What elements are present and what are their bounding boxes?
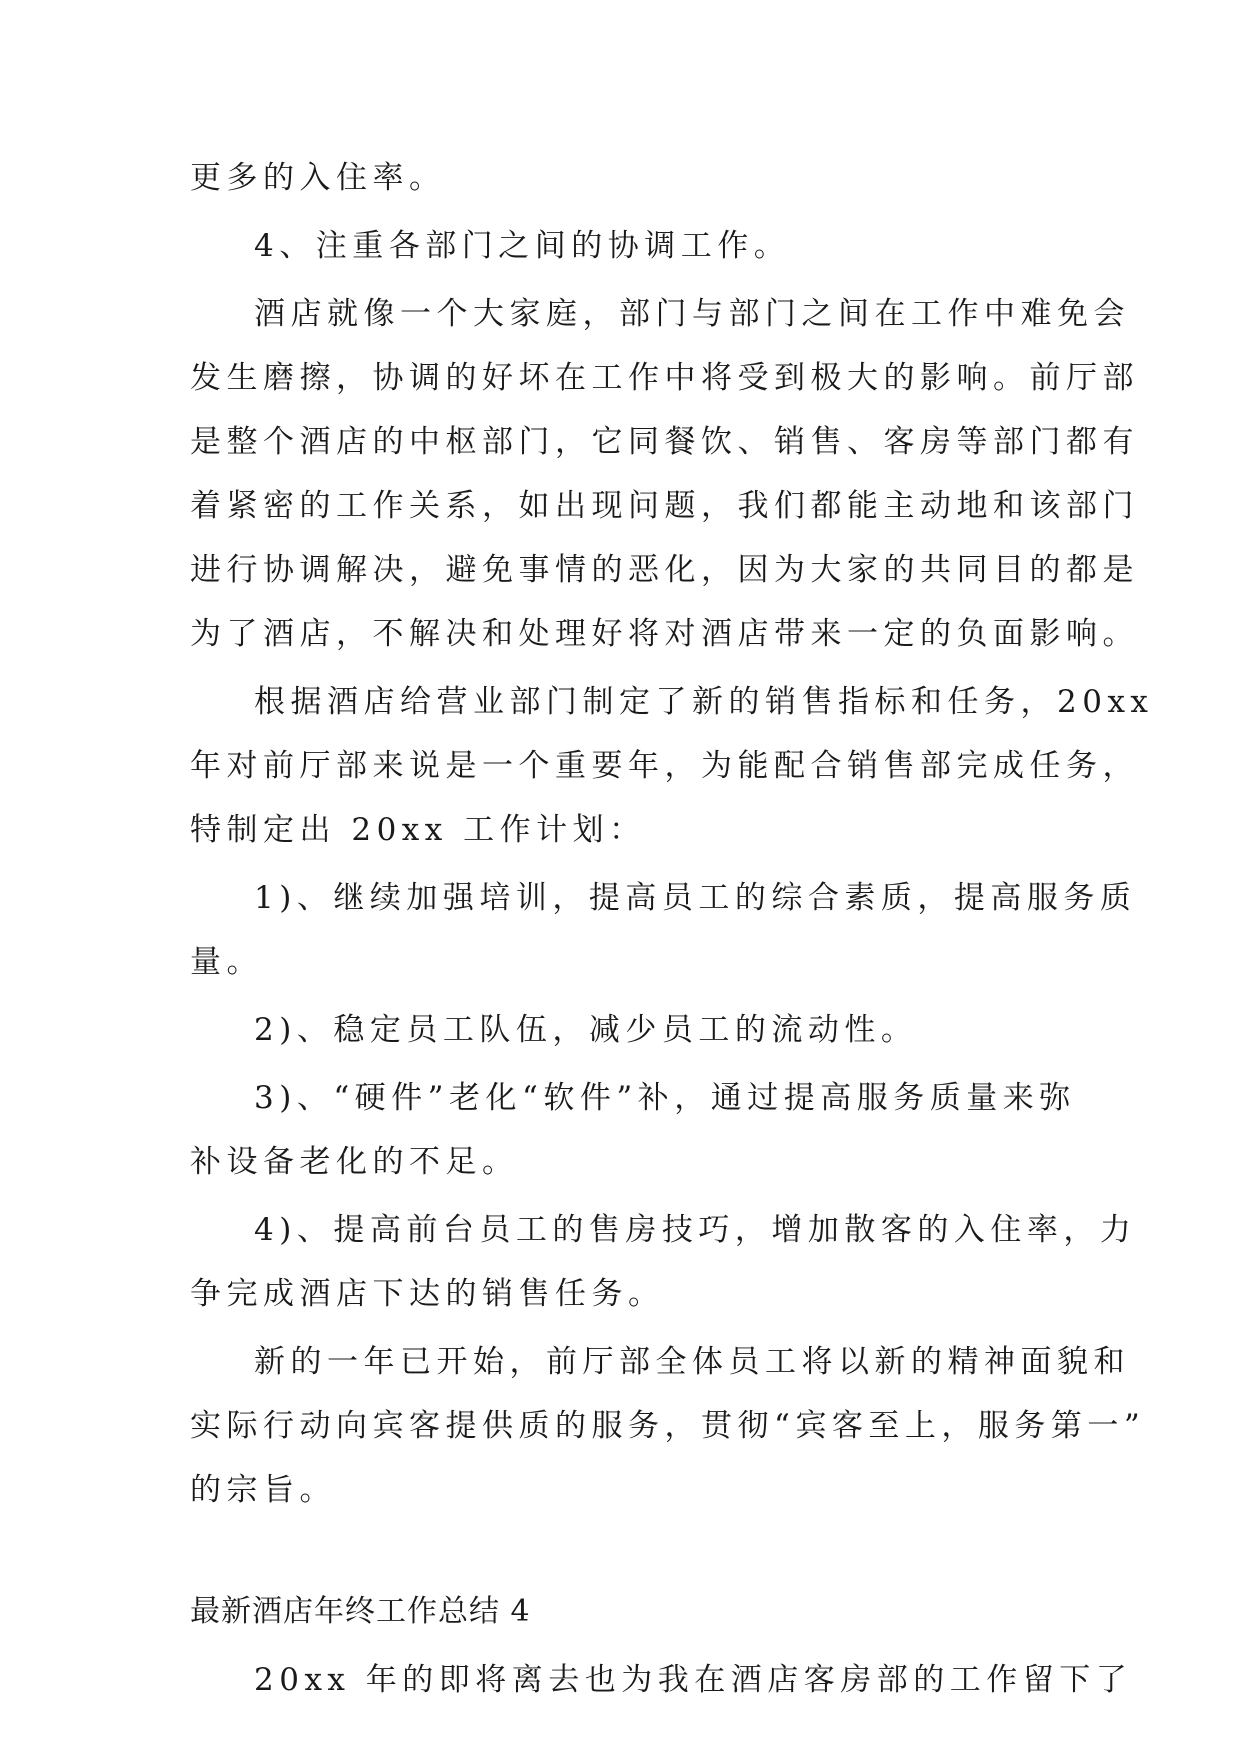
- paragraph-line: 着紧密的工作关系，如出现问题，我们都能主动地和该部门: [190, 488, 1139, 524]
- paragraph-line: 实际行动向宾客提供质的服务，贯彻“宾客至上，服务第一”: [190, 1408, 1146, 1444]
- list-item-line: 4)、提高前台员工的售房技巧，增加散客的入住率，力: [254, 1212, 1137, 1248]
- list-item-line: 3)、“硬件”老化“软件”补，通过提高服务质量来弥: [254, 1080, 1076, 1116]
- list-item-line: 争完成酒店下达的销售任务。: [190, 1276, 665, 1312]
- paragraph-line: 年对前厅部来说是一个重要年，为能配合销售部完成任务，: [190, 748, 1139, 784]
- paragraph-line: 酒店就像一个大家庭，部门与部门之间在工作中难免会: [254, 296, 1130, 332]
- paragraph-line: 根据酒店给营业部门制定了新的销售指标和任务，20xx: [254, 684, 1154, 720]
- paragraph-line: 4、注重各部门之间的协调工作。: [254, 228, 791, 264]
- paragraph-line: 为了酒店，不解决和处理好将对酒店带来一定的负面影响。: [190, 616, 1139, 652]
- paragraph-line: 特制定出 20xx 工作计划：: [190, 812, 646, 848]
- list-item-line: 2)、稳定员工队伍，减少员工的流动性。: [254, 1012, 918, 1048]
- list-item-line: 1)、继续加强培训，提高员工的综合素质，提高服务质: [254, 880, 1137, 916]
- paragraph-line: 更多的入住率。: [190, 160, 446, 196]
- list-item-line: 补设备老化的不足。: [190, 1144, 519, 1180]
- paragraph-line: 发生磨擦，协调的好坏在工作中将受到极大的影响。前厅部: [190, 360, 1139, 396]
- section-heading: 最新酒店年终工作总结 4: [190, 1594, 531, 1629]
- list-item-line: 量。: [190, 944, 263, 980]
- paragraph-line: 进行协调解决，避免事情的恶化，因为大家的共同目的都是: [190, 552, 1139, 588]
- paragraph-line: 的宗旨。: [190, 1472, 336, 1508]
- paragraph-line: 新的一年已开始，前厅部全体员工将以新的精神面貌和: [254, 1344, 1130, 1380]
- paragraph-line: 20xx 年的即将离去也为我在酒店客房部的工作留下了: [254, 1662, 1133, 1698]
- paragraph-line: 是整个酒店的中枢部门，它同餐饮、销售、客房等部门都有: [190, 424, 1139, 460]
